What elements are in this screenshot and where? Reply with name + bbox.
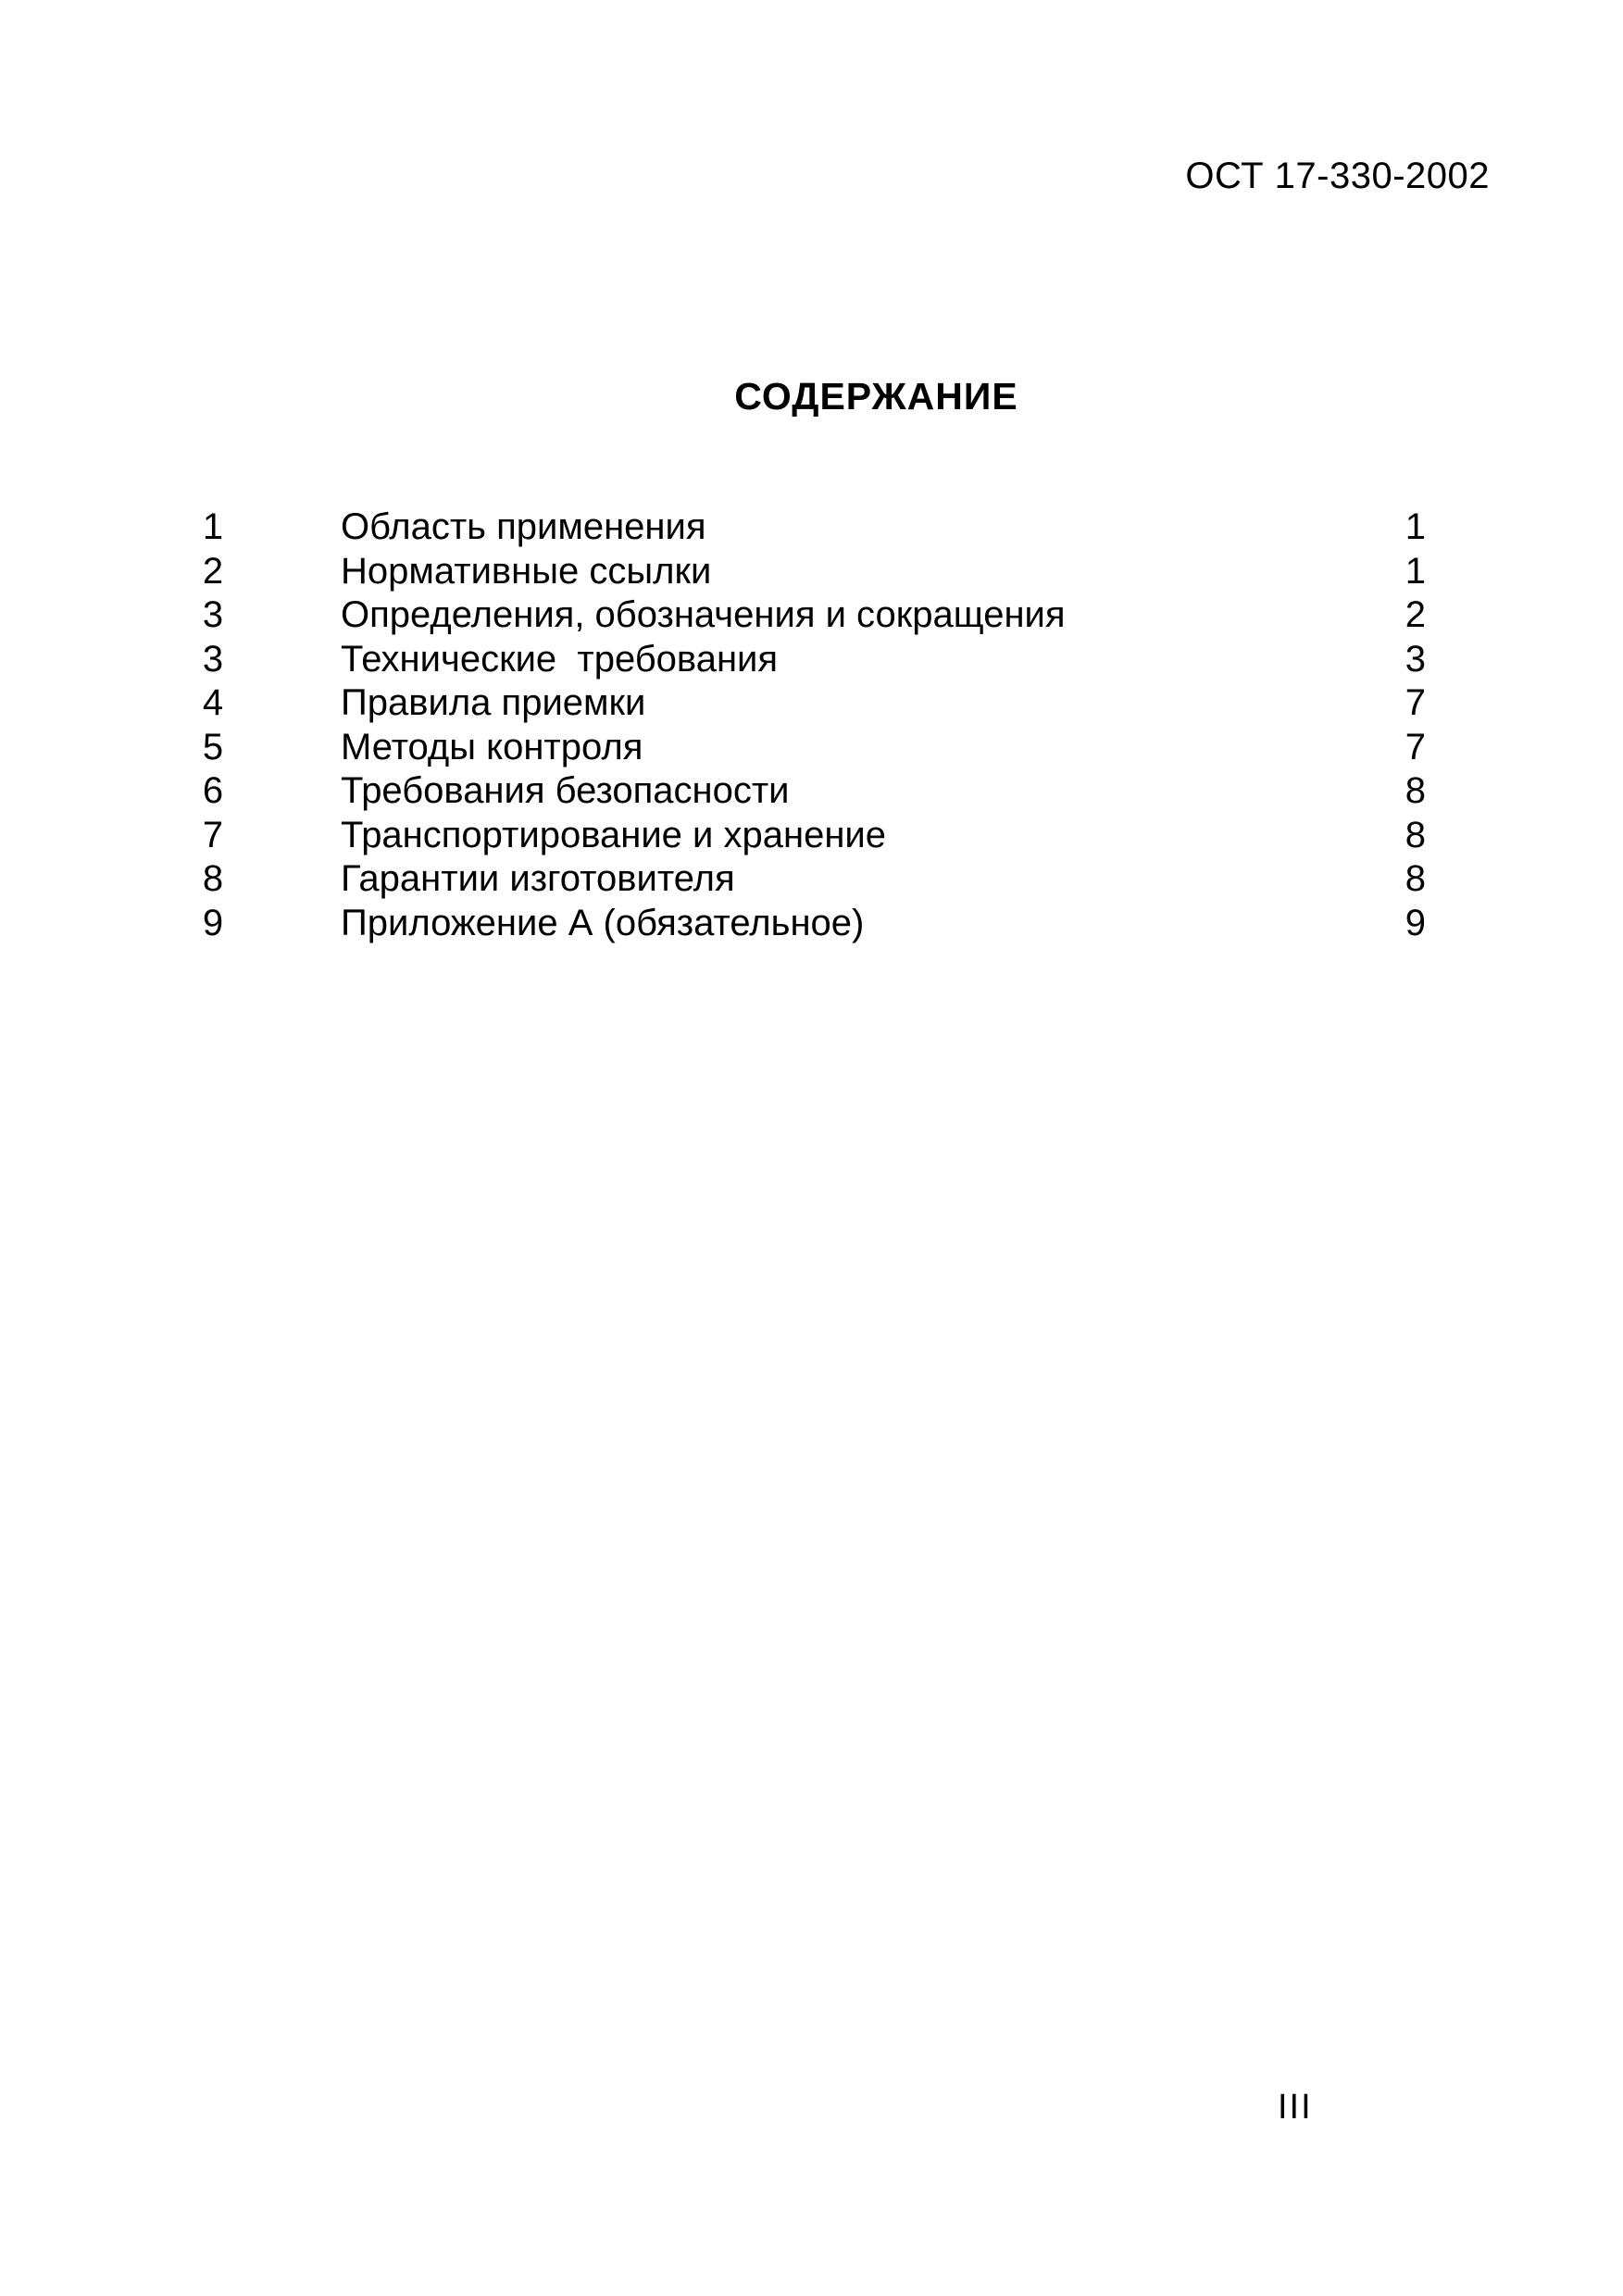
toc-item-page: 8 <box>1405 858 1426 899</box>
toc-item-title: Приложение А (обязательное) <box>341 902 865 943</box>
toc-item-title: Нормативные ссылки <box>341 550 712 592</box>
toc-item-number: 3 <box>202 594 224 635</box>
toc-item-page: 2 <box>1405 594 1426 635</box>
toc-item-number: 4 <box>202 682 224 723</box>
toc-item-title: Правила приемки <box>341 682 646 723</box>
toc-item-number: 5 <box>202 726 224 767</box>
toc-item-page: 9 <box>1405 902 1426 943</box>
toc-item-number: 1 <box>202 506 224 547</box>
toc-item-page: 8 <box>1405 814 1426 855</box>
toc-item <box>185 505 1426 550</box>
toc-item-number: 2 <box>202 550 224 592</box>
toc-item-page: 7 <box>1405 682 1426 723</box>
toc-item <box>185 769 1426 814</box>
toc-list <box>185 505 1426 945</box>
toc-item-number: 9 <box>202 902 224 943</box>
toc-item <box>185 638 1426 682</box>
toc-item-title: Методы контроля <box>341 726 643 767</box>
toc-item-number: 8 <box>202 858 224 899</box>
toc-item <box>185 681 1426 726</box>
toc-item-title: Область применения <box>341 506 706 547</box>
toc-item-number: 7 <box>202 814 224 855</box>
page-number: III <box>1278 2088 1313 2127</box>
toc-item-page: 1 <box>1405 506 1426 547</box>
toc-item <box>185 902 1426 946</box>
toc-item-page: 8 <box>1405 770 1426 811</box>
toc-item <box>185 550 1426 594</box>
toc-item-page: 1 <box>1405 550 1426 592</box>
toc-item-title: Гарантии изготовителя <box>341 858 735 899</box>
toc-item <box>185 726 1426 770</box>
toc-item-title: Определения, обозначения и сокращения <box>341 594 1066 635</box>
toc-item-page: 3 <box>1405 638 1426 680</box>
toc-title: СОДЕРЖАНИЕ <box>734 375 1018 418</box>
toc-item-number: 6 <box>202 770 224 811</box>
toc-item-title: Технические требования <box>341 638 779 680</box>
toc-item-title: Транспортирование и хранение <box>341 814 887 855</box>
toc-item <box>185 857 1426 902</box>
toc-item-number: 3 <box>202 638 224 680</box>
toc-item-title: Требования безопасности <box>341 770 790 811</box>
toc-item <box>185 593 1426 638</box>
toc-item-page: 7 <box>1405 726 1426 767</box>
document-code: ОСТ 17-330-2002 <box>1185 156 1490 196</box>
toc-item <box>185 814 1426 858</box>
